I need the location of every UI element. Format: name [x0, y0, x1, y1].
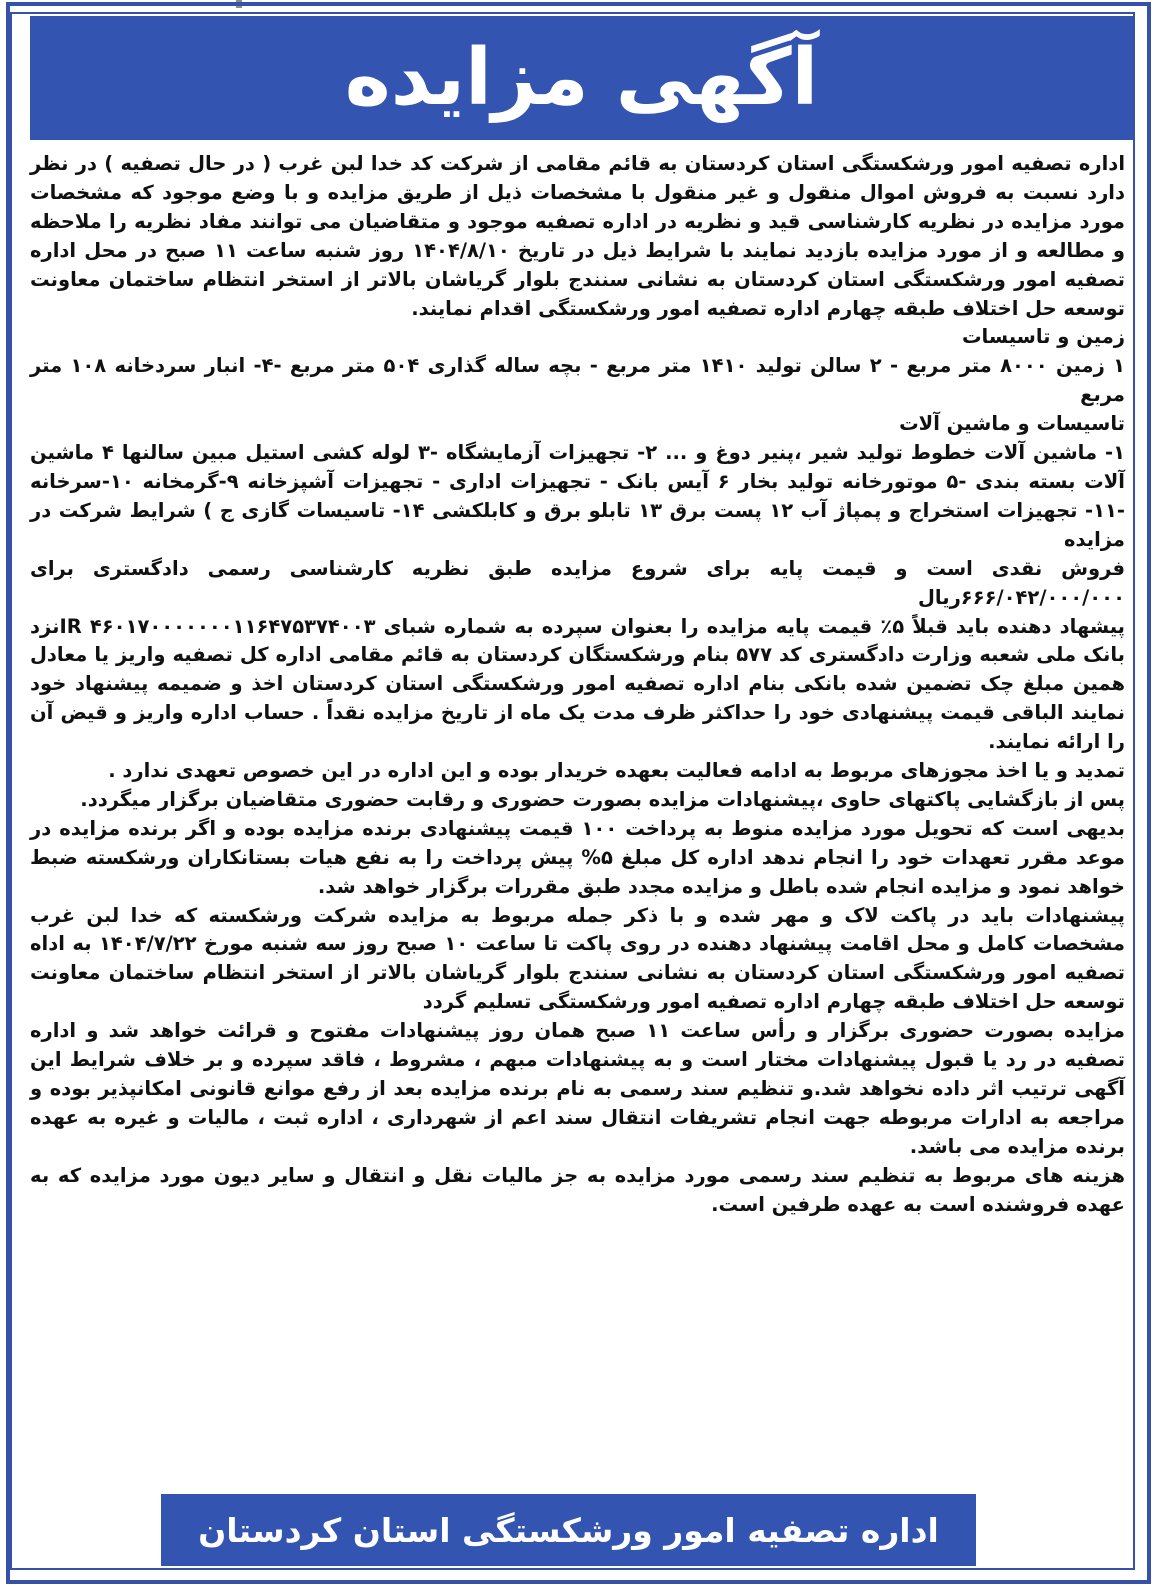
opening-paragraph: پس از بازگشایی پاکتهای حاوی ،پیشنهادات مزایده بصورت حضوری و رقابت حضوری متقاضیان برگزار میگردد.: [80, 787, 1125, 811]
issuer-name: اداره تصفیه امور ورشکستگی استان کردستان: [198, 1510, 939, 1550]
costs-paragraph: هزینه های مربوط به تنظیم سند رسمی مورد مزایده به جز مالیات نقل و انتقال و سایر دیون مورد مزایده که به عهده فروشنده است به عهده طرفین است.: [30, 1163, 1125, 1216]
submission-paragraph: پیشنهادات باید در پاکت لاک و مهر شده و با ذکر جمله مربوط به مزایده شرکت ورشکسته که خدا لبن غرب مشخصات کامل و محل اقامت پیشنهاد دهنده در روی پاکت تا ساعت ۱۰ صبح روز سه شنبه مورخ ۱۴۰۴/۷/۲۲ به اداه تصفیه امور ورشکستگی استان کردستان به نشانی سنندج بلوار گریاشان بالاتر از استخر انتظام ساختمان معاونت توسعه حل اختلاف طبقه چهارم اداره تصفیه امور ورشکستگی تسلیم گردد: [30, 903, 1125, 1014]
intro-paragraph: اداره تصفیه امور ورشکستگی استان کردستان به قائم مقامی از شرکت کد خدا لبن غرب ( در حال تصفیه ) در نظر دارد نسبت به فروش اموال منقول و غیر منقول با مشخصات ذیل از طریق مزایده و با وضع موجود که مشخصات مورد مزایده در نظریه کارشناسی قید و نظریه در اداره تصفیه موجود و متقاضیان می توانند مفاد نظریه را ملاحظه و مطالعه و از مورد مزایده بازدید نمایند با شرایط ذیل در تاریخ ۱۴۰۴/۸/۱۰ روز شنبه ساعت ۱۱ صبح در محل اداره تصفیه امور ورشکستگی استان کردستان به نشانی سنندج بلوار گریاشان بالاتر از استخر انتظام ساختمان معاونت توسعه حل اختلاف طبقه چهارم اداره تصفیه امور ورشکستگی اقدام نمایند.: [30, 152, 1125, 320]
section-heading-machinery: تاسیسات و ماشین آلات: [899, 412, 1125, 436]
delivery-paragraph: بدیهی است که تحویل مورد مزایده منوط به پرداخت ۱۰۰ قیمت پیشنهادی برنده مزایده بوده و اگر برنده مزایده در موعد مقرر تعهدات خود را انجام ندهد اداره کل مبلغ ۵% پیش پرداخت را به نفع هیات بستانکاران ورشکسته ضبط خواهد نمود و مزایده انجام شده باطل و مزایده مجدد طبق مقررات برگزار خواهد شد.: [30, 816, 1125, 898]
title-banner: [30, 16, 1133, 140]
machinery-items: ۱- ماشین آلات خطوط تولید شیر ،پنیر دوغ و ... ۲- تجهیزات آزمایشگاه -۳ لوله کشی استیل مبین سالنها ۴ ماشین آلات بسته بندی -۵ موتورخانه تولید بخار ۶ آیس بانک - تجهیزات اداری - تجهیزات آشپزخانه ۹-گرمخانه ۱۰-سرخانه -۱۱- تجهیزات استخراج و پمپاژ آب ۱۲ پست برق ۱۳ تابلو برق و کابلکشی ۱۴- تاسیسات گازی ج ) شرایط شرکت در مزایده: [30, 441, 1125, 551]
footer-banner: [161, 1494, 976, 1566]
deposit-paragraph: پیشهاد دهنده باید قبلاً ۵٪ قیمت پایه مزایده را بعنوان سپرده به شماره شبای IR ۴۶۰۱۷۰۰۰۰۰۰۰۱۱۶۴۷۵۳۷۴۰۰۳نزد بانک ملی شعبه وزارت دادگستری کد ۵۷۷ بنام ورشکستگان کردستان به قائم مقامی اداره کل تصفیه واریز یا معادل همین مبلغ چک تضمین شده بانکی بنام اداره تصفیه امور ورشکستگی استان کردستان اخذ و ضمیمه پیشنهاد خود نمایند الباقی قیمت پیشنهادی خود را حداکثر ظرف مدت یک ماه از تاریخ مزایده نقداً . حساب اداره واریز و قیض آن را ارائه نمایند.: [30, 614, 1125, 754]
base-price-paragraph: فروش نقدی است و قیمت پایه برای شروع مزایده طبق نظریه کارشناسی رسمی دادگستری برای ۶۶۶/۰۴۲/۰۰۰/۰۰۰ریال: [30, 556, 1125, 609]
section-heading-land: زمین و تاسیسات: [961, 325, 1125, 349]
notice-title: آگهی مزایده: [344, 33, 819, 123]
land-items: ۱ زمین ۸۰۰۰ متر مربع - ۲ سالن تولید ۱۴۱۰ متر مربع - بچه ساله گذاری ۵۰۴ متر مربع -۴- انبار سردخانه ۱۰۸ متر مربع: [30, 354, 1126, 407]
notice-body: [30, 150, 1125, 1220]
permits-paragraph: تمدید و یا اخذ مجوزهای مربوط به ادامه فعالیت بعهده خریدار بوده و این اداره در این خصوص تعهدی ندارد .: [108, 759, 1125, 783]
auction-process-paragraph: مزایده بصورت حضوری برگزار و رأس ساعت ۱۱ صبح همان روز پیشنهادات مفتوح و قرائت خواهد شد و اداره تصفیه در رد یا قبول پیشنهادات مختار است و به پیشنهادات مبهم ، مشروط ، فاقد سپرده و بر خلاف شرایط این آگهی ترتیب اثر داده نخواهد شد.و تنظیم سند رسمی به نام برنده مزایده بعد از رفع موانع قانونی امکانپذیر بوده و مراجعه به ادارات مربوطه جهت انجام تشریفات انتقال سند اعم از شهرداری ، اداره ثبت ، مالیات و غیره به عهده برنده مزایده می باشد.: [30, 1019, 1125, 1158]
